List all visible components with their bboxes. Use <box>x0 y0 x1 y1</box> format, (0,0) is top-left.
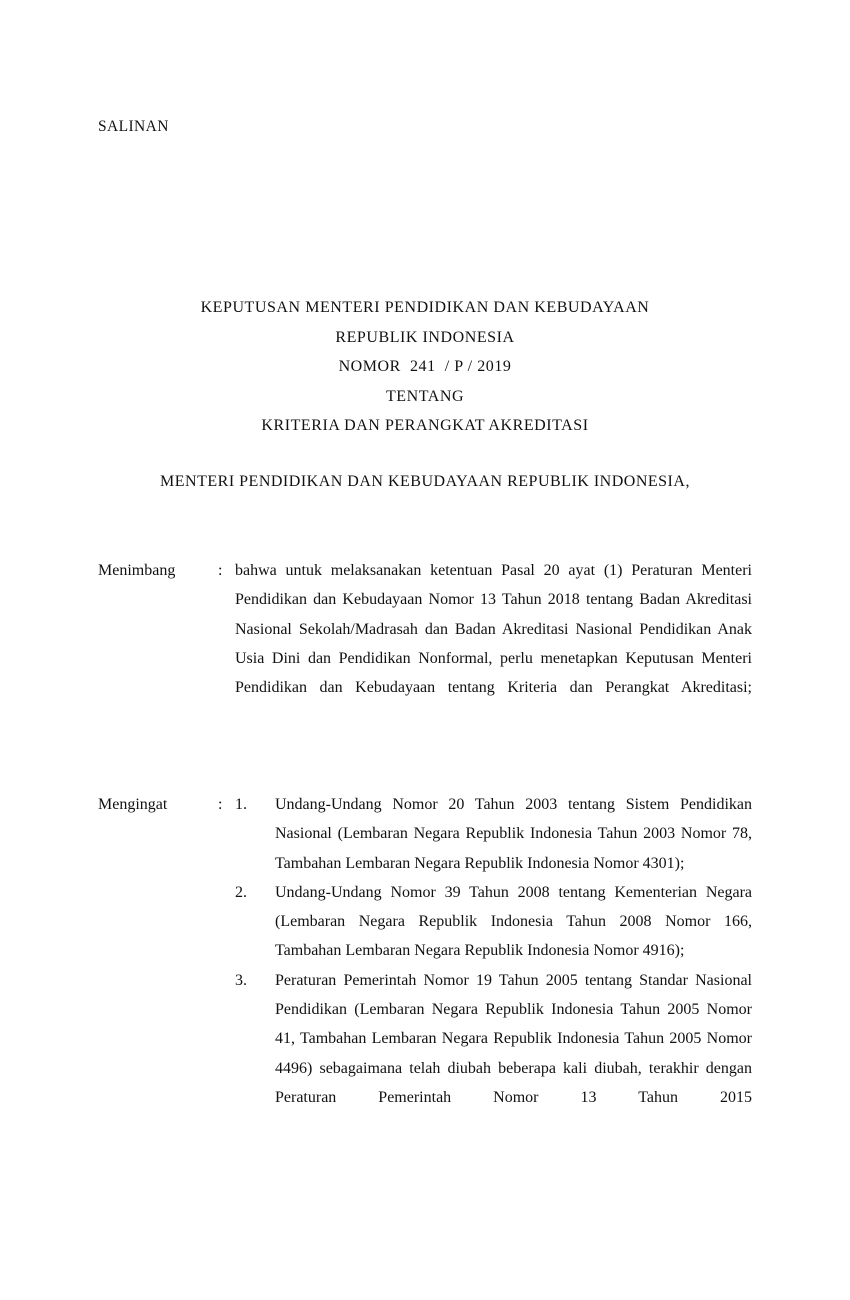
legal-basis-list <box>235 790 752 1112</box>
list-item-text: Undang-Undang Nomor 20 Tahun 2003 tentang Sistem Pendidikan Nasional (Lembaran Negara Republik Indonesia Tahun 2003 Nomor 78, Tambahan Lembaran Negara Republik Indonesia Nomor 4301); <box>275 796 752 872</box>
clause-mengingat <box>98 790 752 1112</box>
list-item-marker: 1. <box>235 796 247 813</box>
clause-row <box>98 556 752 702</box>
salinan-stamp: SALINAN <box>98 118 169 135</box>
title-subject: KRITERIA DAN PERANGKAT AKREDITASI <box>261 417 589 434</box>
clause-colon: : <box>218 562 223 579</box>
clause-row <box>98 790 752 1112</box>
document-number: NOMOR 241 / P / 2019 <box>338 358 512 375</box>
list-item-text: Peraturan Pemerintah Nomor 19 Tahun 2005 tentang Standar Nasional Pendidikan (Lembaran Negara Republik Indonesia Tahun 2005 Nomor 41, Tambahan Lembaran Negara Republik Indonesia Tahun 2005 Nomor 4496) sebagaimana telah diubah beberapa kali diubah, terakhir dengan Peraturan Pemerintah Nomor 13 Tahun 2015 <box>275 971 752 1106</box>
clause-colon: : <box>218 796 223 813</box>
clause-label-menimbang: Menimbang <box>98 562 176 579</box>
title-line-1: KEPUTUSAN MENTERI PENDIDIKAN DAN KEBUDAYAAN <box>200 299 650 316</box>
title-line-tentang: TENTANG <box>385 387 465 405</box>
list-item-text: Undang-Undang Nomor 39 Tahun 2008 tentang Kementerian Negara (Lembaran Negara Republik Indonesia Tahun 2008 Nomor 166, Tambahan Lembaran Negara Republik Indonesia Nomor 4916); <box>275 883 752 960</box>
clause-menimbang <box>98 556 752 702</box>
addressee-line: MENTERI PENDIDIKAN DAN KEBUDAYAAN REPUBLIK INDONESIA, <box>160 473 690 490</box>
list-item <box>235 878 752 966</box>
document-title-block <box>0 293 850 441</box>
clause-body-menimbang: bahwa untuk melaksanakan ketentuan Pasal 20 ayat (1) Peraturan Menteri Pendidikan dan Kebudayaan Nomor 13 Tahun 2018 tentang Badan Akreditasi Nasional Sekolah/Madrasah dan Badan Akreditasi Nasional Pendidikan Anak Usia Dini dan Pendidikan Nonformal, perlu menetapkan Keputusan Menteri Pendidikan dan Kebudayaan tentang Kriteria dan Perangkat Akreditasi; <box>235 562 752 697</box>
list-item <box>235 966 752 1112</box>
title-line-2: REPUBLIK INDONESIA <box>335 328 515 346</box>
list-item-marker: 3. <box>235 971 247 989</box>
list-item-marker: 2. <box>235 883 247 901</box>
list-item <box>235 790 752 878</box>
clause-label-mengingat: Mengingat <box>98 796 168 813</box>
